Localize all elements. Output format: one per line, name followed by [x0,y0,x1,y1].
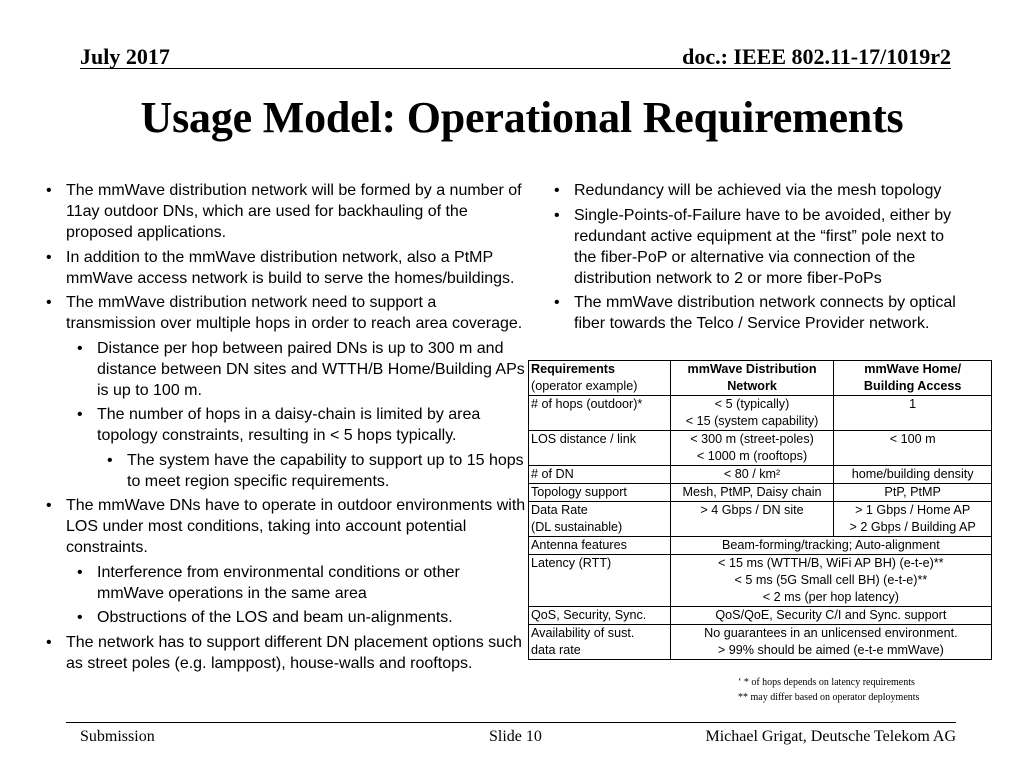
header-distribution-network: mmWave Distribution Network [670,361,834,396]
table-footnotes [738,675,919,705]
sub-bullet-item: • Interference from environmental conditions or other mmWave operations in the same area [97,562,526,604]
sub-sub-bullet-item: • The system have the capability to support up to 15 hops to meet region specific requirements. [127,450,526,492]
cell-distribution: < 80 / km² [670,466,834,484]
cell-requirement: Data Rate (DL sustainable) [529,502,671,537]
bullet-item: • The mmWave distribution network need to support a transmission over multiple hops in order to reach area coverage. [66,292,526,334]
footer-rule [66,722,956,723]
cell-distribution: > 4 Gbps / DN site [670,502,834,537]
left-bullet-list [66,180,526,677]
cell-home-access: < 100 m [834,431,992,466]
table-row [529,396,992,431]
cell-home-access: PtP, PtMP [834,484,992,502]
table-row [529,555,992,607]
bullet-item: • The mmWave DNs have to operate in outdoor environments with LOS under most conditions, taking into account potential constraints. [66,495,526,558]
cell-merged: Beam-forming/tracking; Auto-alignment [670,537,991,555]
sub-bullet-item: • Distance per hop between paired DNs is up to 300 m and distance between DN sites and WTTH/B Home/Building APs is up to 100 m. [97,338,526,401]
sub-bullet-item: • Obstructions of the LOS and beam un-alignments. [97,607,526,628]
footer-author: Michael Grigat, Deutsche Telekom AG [705,728,956,745]
cell-requirement: LOS distance / link [529,431,671,466]
cell-requirement: Availability of sust. data rate [529,625,671,660]
cell-requirement: Antenna features [529,537,671,555]
bullet-item: • The mmWave distribution network connects by optical fiber towards the Telco / Service Provider network. [574,292,964,334]
header-doc-id: doc.: IEEE 802.11-17/1019r2 [682,44,951,69]
cell-merged: < 15 ms (WTTH/B, WiFi AP BH) (e-t-e)** < 5 ms (5G Small cell BH) (e-t-e)** < 2 ms (per hop latency) [670,555,991,607]
cell-home-access: home/building density [834,466,992,484]
cell-distribution: < 300 m (street-poles) < 1000 m (rooftops) [670,431,834,466]
bullet-item: • The mmWave distribution network will be formed by a number of 11ay outdoor DNs, which are used for backhauling of the proposed applications. [66,180,526,243]
sub-bullet-item: • The number of hops in a daisy-chain is limited by area topology constraints, resulting in < 5 hops typically. [97,404,526,446]
footnote-hops: ‘ * of hops depends on latency requirements [738,677,915,688]
table-row [529,431,992,466]
cell-requirement: # of DN [529,466,671,484]
cell-requirement: QoS, Security, Sync. [529,607,671,625]
cell-merged: QoS/QoE, Security C/I and Sync. support [670,607,991,625]
header-requirements: Requirements (operator example) [529,361,671,396]
slide-title: Usage Model: Operational Requirements [140,93,904,142]
cell-home-access: 1 [834,396,992,431]
cell-requirement: Latency (RTT) [529,555,671,607]
footer-submission: Submission [80,728,155,745]
bullet-item: • Redundancy will be achieved via the mesh topology [574,180,964,201]
cell-requirement: Topology support [529,484,671,502]
header-rule [80,68,951,69]
cell-merged: No guarantees in an unlicensed environment. > 99% should be aimed (e-t-e mmWave) [670,625,991,660]
header-date: July 2017 [80,44,170,69]
table-row [529,484,992,502]
table-header-row [529,361,992,396]
cell-distribution: Mesh, PtMP, Daisy chain [670,484,834,502]
footnote-deployments: ** may differ based on operator deployments [738,692,920,703]
cell-home-access: > 1 Gbps / Home AP > 2 Gbps / Building AP [834,502,992,537]
right-bullet-list [574,180,964,338]
table-row [529,607,992,625]
bullet-item: • The network has to support different DN placement options such as street poles (e.g. lamppost), house-walls and rooftops. [66,632,526,674]
footer-slide-number: Slide 10 [489,728,542,745]
header-home-building-access: mmWave Home/ Building Access [834,361,992,396]
bullet-item: • Single-Points-of-Failure have to be avoided, either by redundant active equipment at the “first” pole next to the fiber-PoP or alternative via connection of the distribution network to 2 or more fiber-PoPs [574,205,964,289]
bullet-item: • In addition to the mmWave distribution network, also a PtMP mmWave access network is build to serve the homes/buildings. [66,247,526,289]
table-row [529,625,992,660]
cell-distribution: < 5 (typically) < 15 (system capability) [670,396,834,431]
requirements-table [528,360,992,660]
cell-requirement: # of hops (outdoor)* [529,396,671,431]
table-row [529,537,992,555]
table-row [529,466,992,484]
table-row [529,502,992,537]
